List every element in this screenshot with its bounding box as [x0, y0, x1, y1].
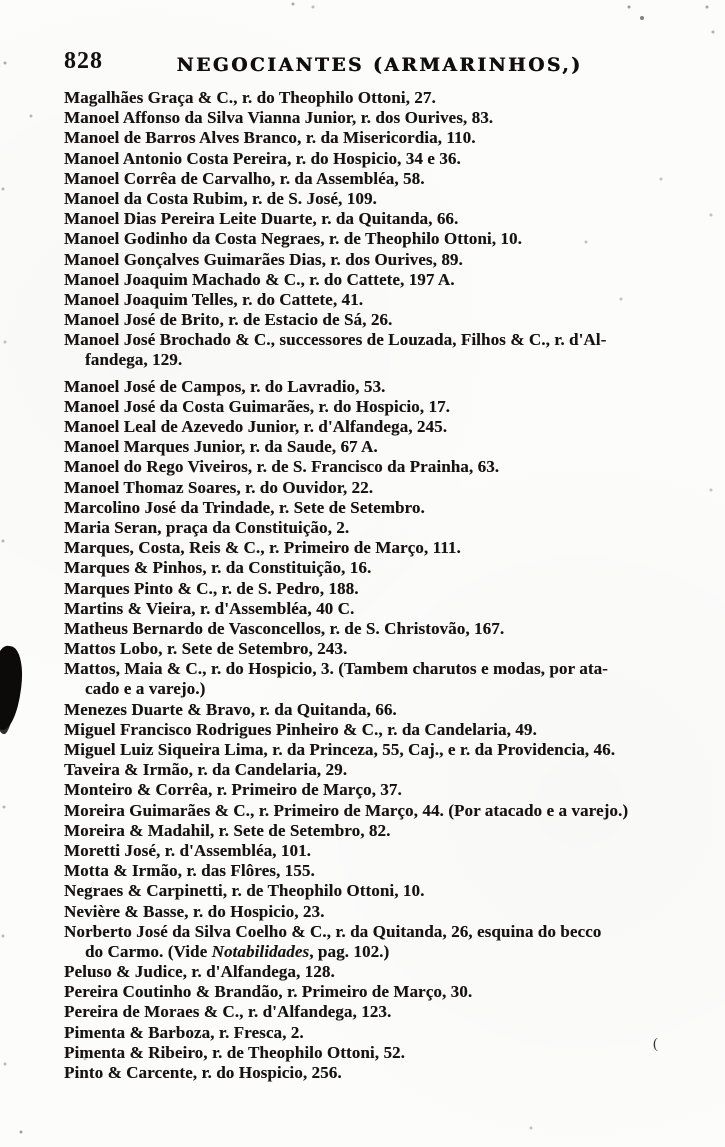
directory-entry-line: Taveira & Irmão, r. da Candelaria, 29. [64, 760, 348, 780]
page-number: 828 [64, 48, 103, 74]
page-title: NEGOCIANTES (ARMARINHOS,) [176, 55, 583, 76]
directory-entry-line: Manoel Godinho da Costa Negraes, r. de Theophilo Ottoni, 10. [64, 229, 522, 249]
directory-entry-line: Manoel de Barros Alves Branco, r. da Misericordia, 110. [64, 128, 476, 148]
directory-entry-line: Manoel Antonio Costa Pereira, r. do Hospicio, 34 e 36. [64, 148, 461, 168]
directory-entry-line: Manoel Corrêa de Carvalho, r. da Assembléa, 58. [64, 168, 425, 188]
directory-entry-line: Manoel Gonçalves Guimarães Dias, r. dos Ourives, 89. [64, 249, 463, 269]
directory-entry-line: Manoel Thomaz Soares, r. do Ouvidor, 22. [64, 477, 374, 497]
directory-entry-line: Pimenta & Ribeiro, r. de Theophilo Ottoni, 52. [64, 1042, 405, 1062]
directory-entry-line: Negraes & Carpinetti, r. de Theophilo Ottoni, 10. [64, 881, 425, 901]
directory-entry-line: Manoel Affonso da Silva Vianna Junior, r. dos Ourives, 83. [64, 108, 494, 128]
directory-entry-line: Manoel José de Brito, r. de Estacio de Sá, 26. [64, 310, 393, 330]
directory-list [64, 88, 719, 1083]
directory-entry-line: Manoel Joaquim Telles, r. do Cattete, 41. [64, 289, 364, 309]
directory-entry-line: Miguel Luiz Siqueira Lima, r. da Princeza, 55, Caj., e r. da Providencia, 46. [64, 740, 616, 759]
directory-entry-line: Magalhães Graça & C., r. do Theophilo Ottoni, 27. [64, 88, 436, 107]
directory-entry-line: Pinto & Carcente, r. do Hospicio, 256. [64, 1063, 342, 1082]
directory-entry-line: Motta & Irmão, r. das Flôres, 155. [64, 861, 315, 881]
directory-entry-line: Manoel Dias Pereira Leite Duarte, r. da Quitanda, 66. [64, 209, 459, 229]
directory-entry-line: Marques & Pinhos, r. da Constituição, 16. [64, 558, 372, 578]
directory-entry-line: Marques Pinto & C., r. de S. Pedro, 188. [64, 578, 359, 598]
directory-entry-line: Manoel Marques Junior, r. da Saude, 67 A. [64, 437, 378, 457]
directory-entry-line: Pereira Coutinho & Brandão, r. Primeiro de Março, 30. [64, 982, 473, 1002]
directory-entry-line: Nevière & Basse, r. do Hospicio, 23. [64, 901, 325, 921]
stray-paren-mark: ( [653, 1036, 658, 1052]
directory-entry-line: Moreira Guimarães & C., r. Primeiro de Março, 44. (Por atacado e a varejo.) [64, 800, 629, 820]
entry-italic-text: Notabilidades [211, 941, 310, 961]
directory-entry-line: Marques, Costa, Reis & C., r. Primeiro de Março, 111. [64, 538, 461, 558]
directory-entry-line: Miguel Francisco Rodrigues Pinheiro & C., r. da Candelaria, 49. [64, 719, 537, 739]
directory-entry-line: Manoel do Rego Viveiros, r. de S. Francisco da Prainha, 63. [64, 457, 500, 477]
directory-entry-line: Moreira & Madahil, r. Sete de Setembro, 82. [64, 820, 391, 840]
directory-entry-line: Moretti José, r. d'Assembléa, 101. [64, 840, 312, 860]
directory-entry-line: Maria Seran, praça da Constituição, 2. [64, 517, 350, 537]
directory-entry-line: Pimenta & Barboza, r. Fresca, 2. [64, 1022, 304, 1042]
directory-entry-line: Manoel José de Campos, r. do Lavradio, 53. [64, 376, 386, 396]
directory-entry-line: fandega, 129. [85, 350, 183, 370]
directory-entry-line: Marcolino José da Trindade, r. Sete de Setembro. [64, 497, 425, 517]
directory-entry-line: Pereira de Moraes & C., r. d'Alfandega, 123. [64, 1002, 392, 1022]
entry-text: , pag. 102.) [309, 941, 390, 961]
directory-entry-line: Matheus Bernardo de Vasconcellos, r. de S. Christovão, 167. [64, 618, 505, 638]
ink-blot [0, 644, 26, 731]
directory-entry-line: Manoel Leal de Azevedo Junior, r. d'Alfandega, 245. [64, 417, 448, 436]
directory-entry-line: Manoel da Costa Rubim, r. de S. José, 109. [64, 188, 377, 208]
entry-text: do Carmo. (Vide [85, 941, 212, 961]
paper-speckles [0, 0, 2, 2]
directory-entry-line [64, 942, 719, 962]
directory-entry-line: Manoel José da Costa Guimarães, r. do Hospicio, 17. [64, 396, 451, 416]
directory-entry-line: Monteiro & Corrêa, r. Primeiro de Março, 37. [64, 780, 402, 800]
directory-entry-line: Peluso & Judice, r. d'Alfandega, 128. [64, 962, 335, 982]
directory-entry-line: Mattos, Maia & C., r. do Hospicio, 3. (Tambem charutos e modas, por ata- [64, 659, 608, 679]
directory-entry-line: Norberto José da Silva Coelho & C., r. da Quitanda, 26, esquina do becco [64, 921, 602, 941]
directory-entry-line: Mattos Lobo, r. Sete de Setembro, 243. [64, 639, 348, 659]
directory-entry-line: Manoel Joaquim Machado & C., r. do Cattete, 197 A. [64, 269, 455, 289]
directory-entry-line: Martins & Vieira, r. d'Assembléa, 40 C. [64, 598, 355, 618]
directory-entry-line: cado e a varejo.) [85, 679, 206, 699]
directory-entry-line: Menezes Duarte & Bravo, r. da Quitanda, 66. [64, 699, 397, 719]
directory-entry-line: Manoel José Brochado & C., successores de Louzada, Filhos & C., r. d'Al- [64, 330, 607, 350]
